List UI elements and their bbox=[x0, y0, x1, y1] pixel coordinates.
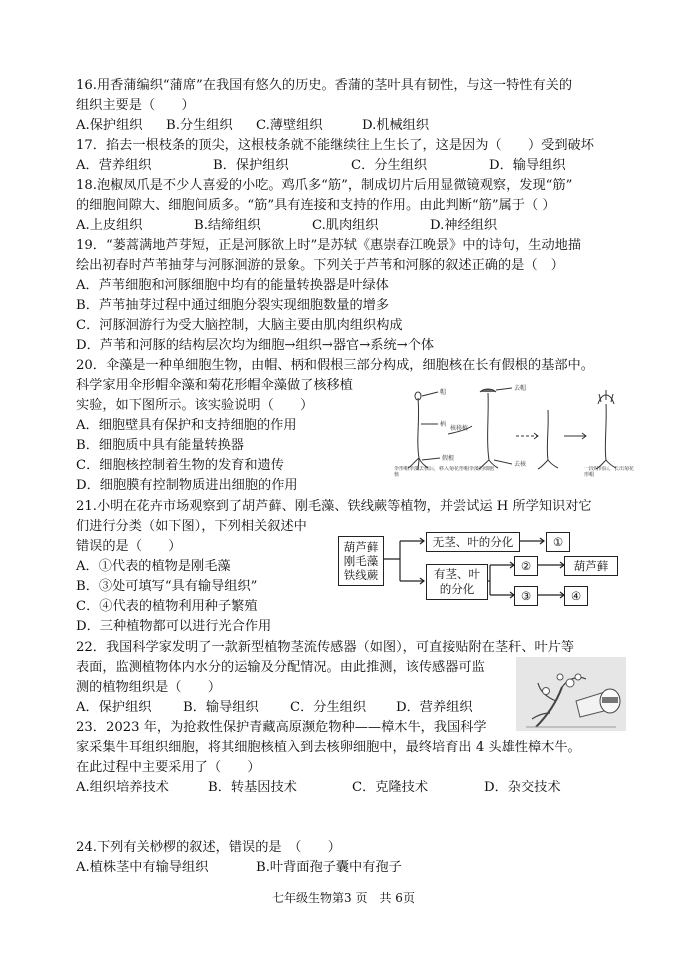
plants-box bbox=[338, 536, 384, 586]
moss-result-box: 葫芦藓 bbox=[564, 556, 618, 576]
q17-option-c: C．分生组织 bbox=[351, 158, 428, 173]
q20-stem-2: 科学家用伞形帽伞藻和菊花形帽伞藻做了核移植 bbox=[76, 378, 353, 393]
acetabularia-figure bbox=[388, 380, 636, 480]
has-stem-leaf-line-1: 有茎、叶 bbox=[434, 567, 480, 581]
q21-option-d: D．三种植物都可以进行光合作用 bbox=[76, 619, 272, 634]
q19-stem-1: 19．“蒌蒿满地芦芽短，正是河豚欲上时”是苏轼《惠崇春江晚景》中的诗句，生动地描 bbox=[76, 238, 582, 253]
q20-stem-1: 20．伞藻是一种单细胞生物，由帽、柄和假根三部分构成，细胞核在长有假根的基部中。 bbox=[76, 358, 594, 373]
q18-option-c: C.肌肉组织 bbox=[312, 218, 379, 233]
q23-option-b: B．转基因技术 bbox=[208, 780, 297, 795]
q19-option-a: A．芦苇细胞和河豚细胞中均有的能量转换器是叶绿体 bbox=[76, 278, 389, 293]
q22-option-d: D．营养组织 bbox=[396, 700, 473, 715]
q22-stem-1: 22．我国科学家发明了一款新型植物茎流传感器（如图），可直接贴附在茎秆、叶片等 bbox=[76, 640, 575, 655]
q17-stem-1: 17．掐去一根枝条的顶尖，这根枝条就不能继续往上生长了，这是因为（ ）受到破坏 bbox=[76, 138, 594, 153]
q20-option-d: D．细胞膜有控制物质进出细胞的作用 bbox=[76, 478, 298, 493]
q20-stem-3: 实验，如下图所示。该实验说明（ ） bbox=[76, 398, 314, 413]
q18-stem-2: 的细胞间隙大、细胞间质多。“筋”具有连接和支持的作用。由此判断“筋”属于（ ） bbox=[76, 198, 556, 213]
plant-sensor-image bbox=[516, 657, 626, 731]
q16-option-c: C.薄壁组织 bbox=[256, 118, 323, 133]
q20-option-a: A．细胞壁具有保护和支持细胞的作用 bbox=[76, 418, 297, 433]
has-stem-leaf-box bbox=[426, 564, 488, 600]
q18-option-a: A.上皮组织 bbox=[76, 218, 143, 233]
q23-stem-3: 在此过程中主要采用了（ ） bbox=[76, 760, 261, 775]
q19-option-d: D．芦苇和河豚的结构层次均为细胞→组织→器官→系统→个体 bbox=[76, 338, 435, 353]
has-stem-leaf-line-2: 的分化 bbox=[439, 582, 475, 596]
label-rhizoid: 假根 bbox=[442, 455, 455, 462]
q18-stem-1: 18.泡椒凤爪是不少人喜爱的小吃。鸡爪多“筋”，制成切片后用显微镜观察，发现“筋” bbox=[76, 178, 573, 193]
q16-option-a: A.保护组织 bbox=[76, 118, 143, 133]
q21-option-c: C．④代表的植物利用种子繁殖 bbox=[76, 599, 258, 614]
q22-stem-3: 测的植物组织是（ ） bbox=[76, 680, 222, 695]
circle-2-box: ② bbox=[514, 556, 538, 576]
plant-moss: 葫芦藓 bbox=[343, 540, 379, 554]
page-footer: 七年级生物第3 页 共 6页 bbox=[272, 891, 415, 905]
q18-option-d: D.神经组织 bbox=[430, 218, 498, 233]
q21-stem-1: 21.小明在花卉市场观察到了胡芦藓、刚毛藻、铁线蕨等植物，并尝试运 H 所学知识对它 bbox=[76, 499, 592, 514]
q23-option-a: A.组织培养技术 bbox=[76, 780, 169, 795]
plant-algae: 刚毛藻 bbox=[343, 554, 379, 568]
q19-stem-2: 绘出初春时芦苇抽芽与河豚洄游的景象。下列关于芦苇和河豚的叙述正确的是（ ） bbox=[76, 258, 564, 273]
q16-stem-2: 组织主要是（ ） bbox=[76, 98, 195, 113]
q21-option-a: A．①代表的植物是刚毛藻 bbox=[76, 559, 231, 574]
q19-option-b: B．芦苇抽芽过程中通过细胞分裂实现细胞数量的增多 bbox=[76, 298, 390, 313]
circle-3-box: ③ bbox=[514, 586, 538, 606]
q22-option-b: B．输导组织 bbox=[183, 700, 259, 715]
q23-stem-1: 23．2023 年，为抢救性保护青藏高原濒危物种——樟木牛，我国科学 bbox=[76, 720, 487, 735]
q22-option-c: C．分生组织 bbox=[290, 700, 367, 715]
label-transplant: 核移植 bbox=[450, 425, 469, 432]
q23-stem-2: 家采集牛耳组织细胞，将其细胞核植入到去核卵细胞中，最终培育出 4 头雄性樟木牛。 bbox=[76, 740, 581, 755]
q22-option-a: A．保护组织 bbox=[76, 700, 152, 715]
q21-stem-2: 们进行分类（如下图），下列相关叙述中 bbox=[76, 519, 307, 534]
q18-option-b: B.结缔组织 bbox=[194, 218, 261, 233]
q21-stem-3: 错误的是（ ） bbox=[76, 539, 182, 554]
caption-transplant: 伞形帽伞藻去核后，移入菊花形帽伞藻的细胞核 bbox=[394, 466, 495, 478]
q23-option-d: D．杂交技术 bbox=[484, 780, 561, 795]
plant-fern: 铁线蕨 bbox=[343, 568, 379, 582]
q17-option-a: A．营养组织 bbox=[76, 158, 152, 173]
circle-1-box: ① bbox=[546, 532, 570, 552]
label-remove-cap: 去帽 bbox=[514, 385, 527, 392]
q22-stem-2: 表面，监测植物体内水分的运输及分配情况。由此推测，该传感器可监 bbox=[76, 660, 485, 675]
q17-option-b: B．保护组织 bbox=[213, 158, 289, 173]
q23-option-c: C．克隆技术 bbox=[352, 780, 429, 795]
circle-4-box: ④ bbox=[564, 586, 588, 606]
q24-option-b: B.叶背面孢子囊中有孢子 bbox=[256, 860, 402, 875]
q21-option-b: B．③处可填写“具有输导组织” bbox=[76, 579, 258, 594]
q16-option-b: B.分生组织 bbox=[166, 118, 233, 133]
label-stalk: 柄 bbox=[440, 421, 447, 428]
q16-stem-1: 16.用香蒲编织“蒲席”在我国有悠久的历史。香蒲的茎叶具有韧性，与这一特性有关的 bbox=[76, 78, 573, 93]
q19-option-c: C．河豚洄游行为受大脑控制，大脑主要由肌肉组织构成 bbox=[76, 318, 403, 333]
q20-option-b: B．细胞质中具有能量转换器 bbox=[76, 438, 244, 453]
label-remove-nucleus: 去核 bbox=[514, 461, 527, 468]
q20-option-c: C．细胞核控制着生物的发育和遗传 bbox=[76, 458, 284, 473]
caption-result: 一段时间后，长出菊花形帽 bbox=[584, 466, 635, 478]
no-stem-leaf-box: 无茎、叶的分化 bbox=[426, 532, 520, 552]
label-cap: 帽 bbox=[440, 389, 447, 396]
q16-option-d: D.机械组织 bbox=[362, 118, 430, 133]
q17-option-d: D．输导组织 bbox=[489, 158, 566, 173]
q24-option-a: A.植株茎中有输导组织 bbox=[76, 860, 209, 875]
q24-stem-1: 24.下列有关桫椤的叙述，错误的是 （ ） bbox=[76, 840, 341, 855]
